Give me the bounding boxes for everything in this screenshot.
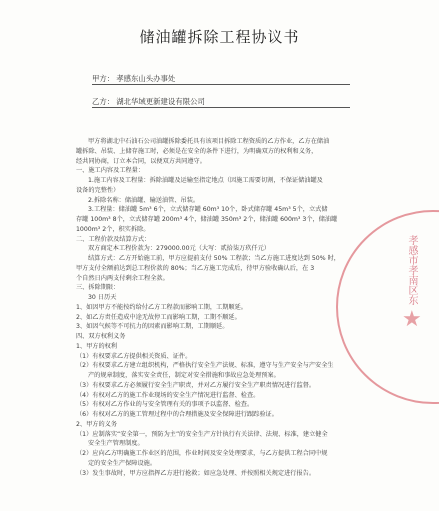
section-heading: 四、双方权利义务 [76,333,126,340]
body-line: （2）应向乙方明确施工作业区的范围，作业时间及安全处理要求，与乙方提供工程合同中规 [76,450,328,457]
seal-star-icon: ★ [402,307,422,332]
body-line: （6）有权对乙方的施工管理过程中的合理措施及安全保障进行跟踪验证。 [76,411,278,418]
body-line: （5）有权对乙方作业的与安全管理有关的事项予以监督、检查。 [76,401,254,409]
section-heading: 三、拆除期限： [76,284,120,292]
party-a-underline [92,84,350,85]
body-line: （3）有权要求乙方必须履行安全生产职责，并对乙方履行安全生产职责情况进行监督。 [76,381,316,389]
body-line: 经共同协商，订立本合同，以便双方共同遵守。 [76,157,206,165]
body-line: 30 日历天 [88,294,117,301]
body-line: 3.工程量：储油罐 5m³ 6个，立式储存罐 60m³ 10个，卧式储存罐 45m³ 5个，立式储 [88,206,328,214]
document-title: 储油罐拆除工程协议书 [139,28,300,46]
body-line: （2）有权要求乙方建立组织机构，严格执行安全生产法规、标准，遵守与生产安全与产安全生 [76,362,334,370]
party-b-value: 湖北华域更新建设有限公司 [116,97,205,106]
body-line: 1000m³ 2个，积实拆除。 [76,225,150,233]
section-heading: 一、施工内容及工程量： [76,167,145,175]
body-line: 安全生产管理制度。 [88,440,144,448]
body-line: （4）有权对乙方的施工作业现场的安全生产情况进行监督、检查。 [76,391,260,399]
body-line: 存罐 100m³ 8个，立式储存罐 200m³ 4个，储油罐 350m³ 2个，储油罐 600m³ 3个，储油罐 [76,216,338,223]
body-line: 甲方将湖北中石油石公司油罐拆除委托具有该项目拆除工程资质的乙方作业，乙方在储油 [88,138,330,145]
section-heading: 二、工程价款及结算方式： [76,235,151,243]
subsection-heading: 2、甲方的义务 [76,420,118,428]
body-line: 定的安全生产保障设施。 [88,459,157,467]
body-line: 产的规章制度，落实安全责任，制定对安全措施和事故应急处理预案。 [88,372,280,379]
body-line: 3、如因气候等不可抗力的因素而影响工期，工期顺延。 [76,323,229,331]
body-line: 罐拆除、吊装、上储存施工时，必须是在安全的条件下进行，为明确双方的权利和义务， [76,147,318,155]
official-seal-text: 孝感市孝南区东 [406,235,417,305]
party-b-underline [92,107,350,108]
body-line: 2.拆除名称：储油罐、输送油管、吊装。 [88,196,200,204]
body-line: 1、如因甲方不能按约给付乙方工程款而影响工期，工期顺延。 [76,303,247,311]
body-line: （3）发生事故时，甲方应指挥乙方进行抢救；如应急处理、并按照相关规定进行报告。 [76,469,316,477]
party-b [92,96,205,107]
body-line: 设备的完整性） [76,186,120,194]
subsection-heading: 1、甲方的权利 [76,342,118,350]
body-line: 甲方支付全额前达到总工程价款的 80%；当乙方施工完成后，待甲方验收确认后，在 3 [76,264,315,272]
body-line: 1.施工内容及工程量：拆除油罐及运输至指定地点（因施工需要切割，不保证储油罐及 [88,177,323,184]
body-line: 2、如乙方责任造成中途无故停工而影响工期，工期不顺延。 [76,313,241,321]
body-line: （1）有权要求乙方提供相关资质、证件。 [76,352,192,360]
party-a [92,73,175,84]
party-a-label: 甲方： [92,74,115,83]
party-b-label: 乙方： [92,97,115,106]
body-line: 双方商定本工程价款为：279000.00元（大写：贰拾柒万玖仟元） [88,245,270,253]
party-a-value: 孝感东山头办事处 [116,74,176,83]
body-line: （1）应制落实“安全第一，预防为主”的安全生产方针执行有关法律、法规、标准，建立健全 [76,430,328,438]
agreement-body [76,137,370,478]
body-line: 个自然日内两支付剩余工程全款。 [76,274,169,282]
body-line: 结算方式：乙方开始施工前，甲方应提前支付 50% 工程款；当乙方施工进度达到 50% 时， [88,255,340,262]
